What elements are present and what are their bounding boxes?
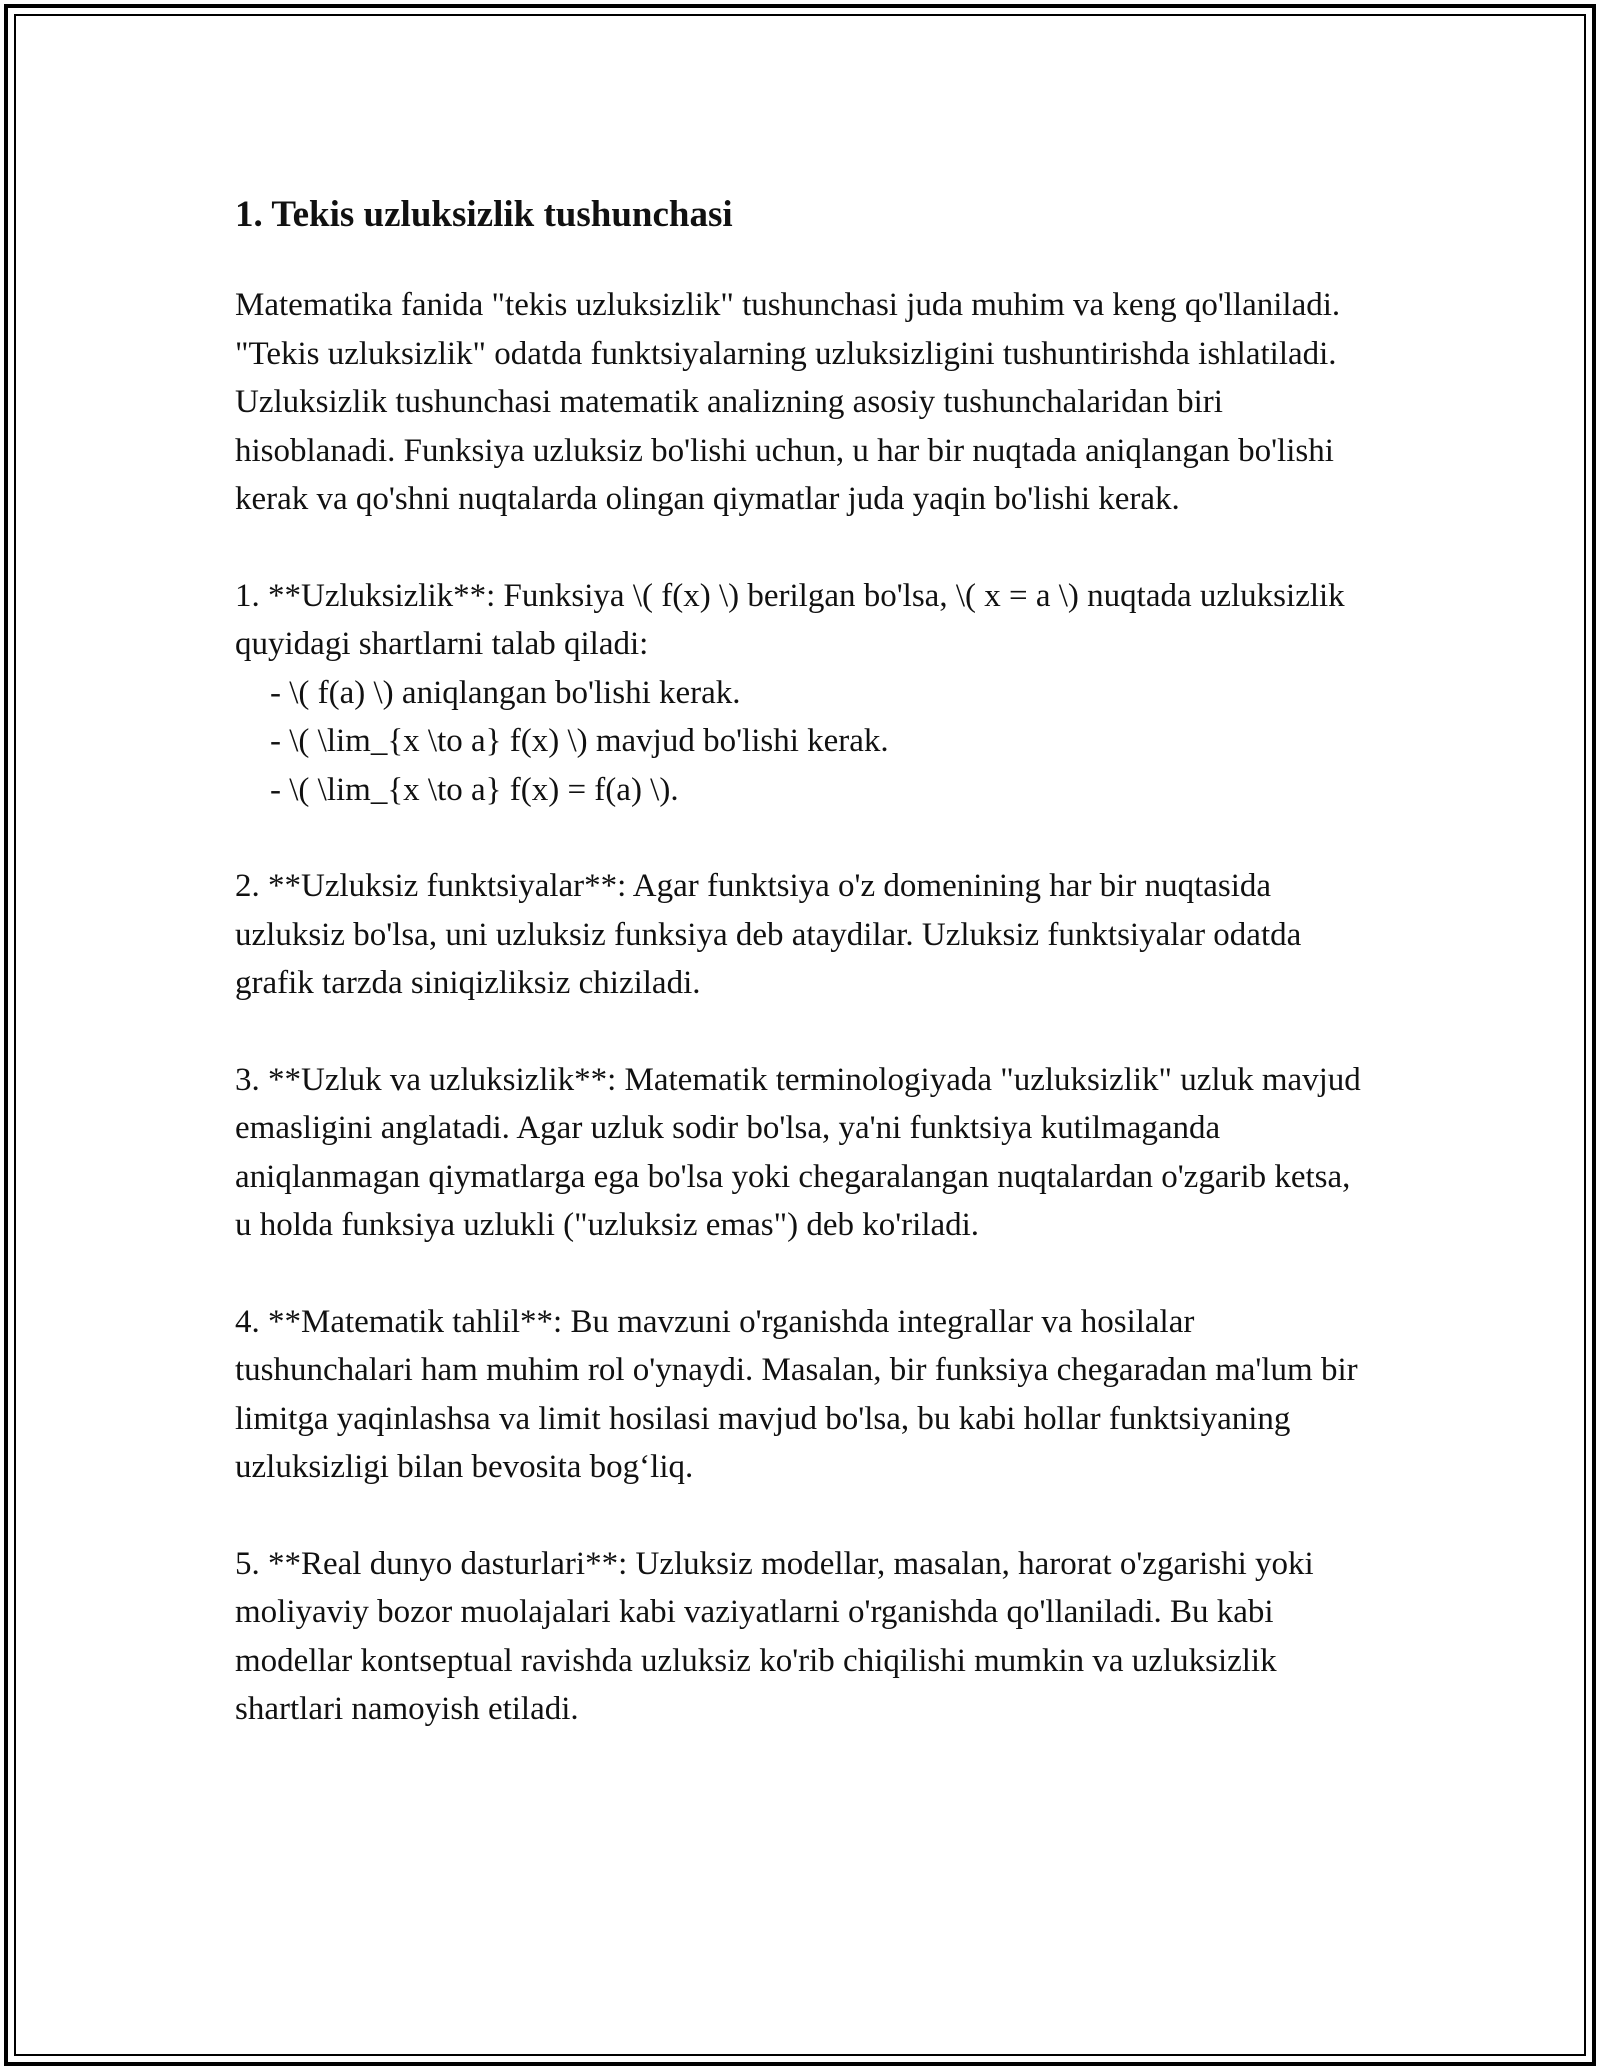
intro-paragraph: Matematika fanida "tekis uzluksizlik" tushunchasi juda muhim va keng qo'llaniladi. "Tekis uzluksizlik" odatda funktsiyalarning uzluksizligini tushuntirishda ishlatiladi. Uzluksizlik tushunchasi matematik analizning asosiy tushunchalaridan biri hisoblanadi. Funksiya uzluksiz bo'lishi uchun, u har bir nuqtada aniqlangan bo'lishi kerak va qo'shni nuqtalarda olingan qiymatlar juda yaqin bo'lishi kerak. bbox=[235, 287, 1341, 517]
list-item: - \( f(a) \) aniqlangan bo'lishi kerak. bbox=[270, 674, 741, 711]
item-1-bullet-list bbox=[235, 669, 1375, 815]
document-body bbox=[235, 185, 1375, 1782]
item-5-paragraph: 5. **Real dunyo dasturlari**: Uzluksiz modellar, masalan, harorat o'zgarishi yoki moliyaviy bozor muolajalari kabi vaziyatlarni o'rganishda qo'llaniladi. Bu kabi modellar kontseptual ravishda uzluksiz ko'rib chiqilishi mumkin va uzluksizlik shartlari namoyish etiladi. bbox=[235, 1545, 1314, 1727]
item-1-block bbox=[235, 572, 1375, 815]
list-item: - \( \lim_{x \to a} f(x) \) mavjud bo'lishi kerak. bbox=[270, 723, 889, 759]
list-item: - \( \lim_{x \to a} f(x) = f(a) \). bbox=[270, 771, 679, 808]
document-title: 1. Tekis uzluksizlik tushunchasi bbox=[235, 194, 733, 235]
item-3-paragraph: 3. **Uzluk va uzluksizlik**: Matematik terminologiyada "uzluksizlik" uzluk mavjud emasligini anglatadi. Agar uzluk sodir bo'lsa, ya'ni funktsiya kutilmaganda aniqlanmagan qiymatlarga ega bo'lsa yoki chegaralangan nuqtalardan o'zgarib ketsa, u holda funksiya uzlukli ("uzluksiz emas") deb ko'riladi. bbox=[235, 1061, 1361, 1243]
item-1-text: 1. **Uzluksizlik**: Funksiya \( f(x) \) berilgan bo'lsa, \( x = a \) nuqtada uzluksizlik quyidagi shartlarni talab qiladi: bbox=[235, 577, 1345, 662]
item-2-paragraph: 2. **Uzluksiz funktsiyalar**: Agar funktsiya o'z domenining har bir nuqtasida uzluksiz bo'lsa, uni uzluksiz funksiya deb ataydilar. Uzluksiz funktsiyalar odatda grafik tarzda siniqizliksiz chiziladi. bbox=[235, 868, 1302, 1001]
item-4-paragraph: 4. **Matematik tahlil**: Bu mavzuni o'rganishda integrallar va hosilalar tushunchalari ham muhim rol o'ynaydi. Masalan, bir funksiya chegaradan ma'lum bir limitga yaqinlashsa va limit hosilasi mavjud bo'lsa, bu kabi hollar funktsiyaning uzluksizligi bilan bevosita bog‘liq. bbox=[235, 1303, 1358, 1485]
